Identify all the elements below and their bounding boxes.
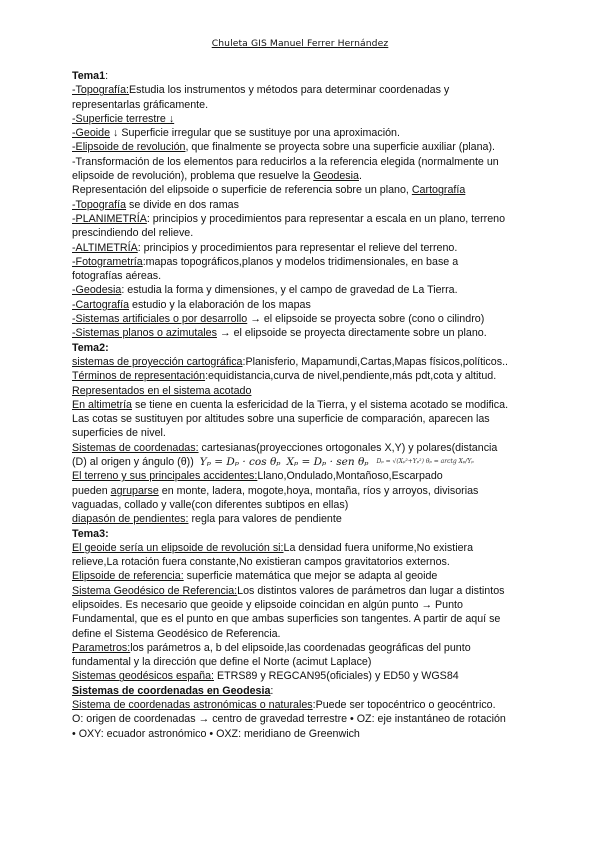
formula-x: Xₚ = Dₚ · sen θₚ <box>286 456 369 469</box>
oxy-line: • OXY: ecuador astronómico • OXZ: meridiano de Greenwich <box>72 727 360 740</box>
topografia-term: -Topografía: <box>72 84 130 97</box>
topografia-line: -Topografía:Estudia los instrumentos y métodos para determinar coordenadas y <box>72 84 450 97</box>
agruparse-line: pueden agruparse en monte, ladera, mogote,hoya, montaña, ríos y arroyos, divisorias <box>72 484 479 497</box>
tema3-heading: Tema3: <box>72 527 109 540</box>
astronomicas-line: Sistema de coordenadas astronómicas o naturales:Puede ser topocéntrico o geocéntrico. <box>72 699 496 712</box>
origen-line: O: origen de coordenadas → centro de gravedad terrestre • OZ: eje instantáneo de rotación <box>72 713 506 726</box>
tema2-heading-line <box>72 341 532 355</box>
geoide-elipsoide-line: El geoide sería un elipsoide de revolución si:La densidad fuera uniforme,No existiera <box>72 541 474 554</box>
sistema-geodesico-line-4: define el Sistema Geodésico de Referencia. <box>72 627 281 640</box>
terminos-line: Términos de representación:equidistancia,curva de nivel,pendiente,más pdt,cota y altitud. <box>72 370 497 383</box>
page-title: Chuleta GIS Manuel Ferrer Hernández <box>211 38 389 49</box>
cartografia-line: -Cartografía estudio y la elaboración de los mapas <box>72 298 311 311</box>
sistemas-planos-line: -Sistemas planos o azimutales → el elipsoide se proyecta directamente sobre un plano. <box>72 327 487 340</box>
sistema-geodesico-line-3: Fundamental, que es el punto en que ambas superficies son tangentes. A partir de aquí se <box>72 613 501 626</box>
tema2-heading: Tema2: <box>72 341 109 354</box>
tema1-heading: Tema1 <box>72 70 106 82</box>
representados-line: Representados en el sistema acotado <box>72 384 252 397</box>
geoide-line: -Geoide ↓ Superficie irregular que se sustituye por una aproximación. <box>72 127 400 140</box>
sistemas-coordenadas-line-2: (D) al origen y ángulo (θ)) Yₚ = Dₚ · cos θₚ Xₚ = Dₚ · sen θₚ Dₚ = √(Xₚ²+Yₚ²) θₚ = arctg Xₚ/Yₚ <box>72 456 474 469</box>
altimetria-tema2-line: En altimetría se tiene en cuenta la esfericidad de la Tierra, y el sistema acotado se modifica. <box>72 398 509 411</box>
formula-y: Yₚ = Dₚ · cos θₚ <box>199 456 281 469</box>
fotogrametria-line-2: fotografías aéreas. <box>72 270 162 283</box>
geodesia-line: -Geodesia: estudia la forma y dimensiones, y el campo de gravedad de La Tierra. <box>72 284 458 297</box>
document-body <box>72 69 532 741</box>
formula-polar: Dₚ = √(Xₚ²+Yₚ²) θₚ = arctg Xₚ/Yₚ <box>376 458 474 466</box>
tema1-heading-line: Tema1: <box>72 70 109 82</box>
tema3-heading-line <box>72 527 532 541</box>
sistemas-coord-geodesia-line: Sistemas de coordenadas en Geodesia: <box>72 684 274 697</box>
topografia-divide-line: -Topografía se divide en dos ramas <box>72 198 239 211</box>
sistemas-coordenadas-line: Sistemas de coordenadas: cartesianas(proyecciones ortogonales X,Y) y polares(distancia <box>72 441 498 454</box>
planimetria-line: -PLANIMETRÍA: principios y procedimientos para representar a escala en un plano, terreno <box>72 212 506 225</box>
sistema-geodesico-line-2: elipsoides. Es necesario que geoide y elipsoide coincidan en algún punto → Punto <box>72 599 463 611</box>
parametros-line: Parametros:los parámetros a, b del elipsoide,las coordenadas geográficas del punto <box>72 641 471 654</box>
transformacion-line-2: elipsoide de revolución), problema que resuelve la Geodesia. <box>72 170 362 183</box>
altimetria-line: -ALTIMETRÍA: principios y procedimientos para representar el relieve del terreno. <box>72 241 458 254</box>
diapason-line: diapasón de pendientes: regla para valores de pendiente <box>72 513 342 526</box>
altimetria-tema2-line-2: Las cotas se sustituyen por altitudes sobre una superficie de comparación, aparecen las <box>72 413 490 426</box>
transformacion-line-1: -Transformación de los elementos para reducirlos a la referencia elegida (normalmente un <box>72 155 499 168</box>
terreno-line: El terreno y sus principales accidentes:Llano,Ondulado,Montañoso,Escarpado <box>72 470 443 483</box>
sistemas-artificiales-line: -Sistemas artificiales o por desarrollo → el elipsoide se proyecta sobre (cono o cilindro) <box>72 313 485 326</box>
topografia-line-2: representarlas gráficamente. <box>72 98 209 111</box>
parametros-line-2: fundamental y la dirección que define el Norte (acimut Laplace) <box>72 656 372 669</box>
superficie-terrestre-line: -Superficie terrestre ↓ <box>72 112 175 125</box>
planimetria-line-2: prescindiendo del relieve. <box>72 227 194 240</box>
sistemas-espana-line: Sistemas geodésicos españa: ETRS89 y REGCAN95(oficiales) y ED50 y WGS84 <box>72 670 459 683</box>
elipsoide-line: -Elipsoide de revolución, que finalmente se proyecta sobre una superficie auxiliar (plana). <box>72 141 495 154</box>
agruparse-line-2: vaguadas, collado y valle(con diferentes subtipos en ellas) <box>72 498 349 511</box>
sistema-geodesico-line: Sistema Geodésico de Referencia:Los distintos valores de parámetros dan lugar a distintos <box>72 584 505 597</box>
fotogrametria-line: -Fotogrametría:mapas topográficos,planos y modelos tridimensionales, en base a <box>72 255 459 268</box>
representacion-line: Representación del elipsoide o superficie de referencia sobre un plano, Cartografía <box>72 184 466 197</box>
elipsoide-referencia-line: Elipsoide de referencia: superficie matemática que mejor se adapta al geoide <box>72 570 438 583</box>
sistemas-proyeccion-line: sistemas de proyección cartográfica:Planisferio, Mapamundi,Cartas,Mapas físicos,políticos.. <box>72 355 509 368</box>
altimetria-tema2-line-3: superficies de nivel. <box>72 427 166 440</box>
geoide-elipsoide-line-2: relieve,La rotación fuera constante,No existieran campos gravitatorios externos. <box>72 556 450 569</box>
